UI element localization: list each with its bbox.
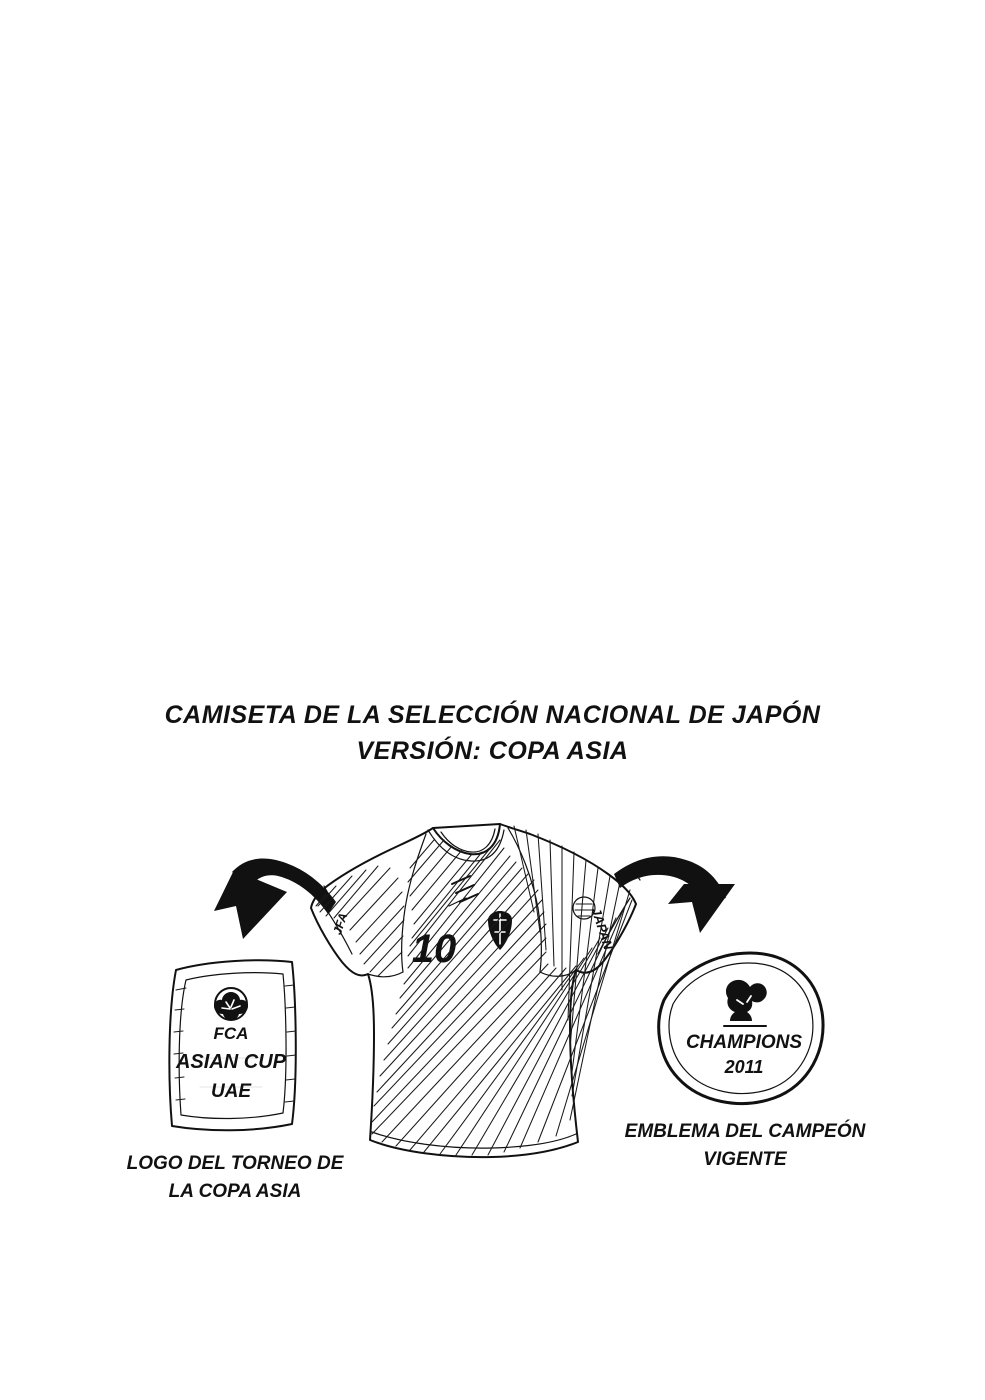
- sleeve-badge-left-label: JFA: [330, 911, 351, 937]
- champion-patch-line-1: CHAMPIONS: [685, 1032, 803, 1053]
- jersey-shading: [316, 826, 632, 1155]
- caption-right: EMBLEMA DEL CAMPEÓN VIGENTE: [624, 1121, 866, 1170]
- champion-patch-line-2: 2011: [724, 1057, 764, 1077]
- sleeve-text-label: JAPAN: [588, 905, 617, 952]
- curved-arrow-right-icon: [614, 856, 735, 933]
- jersey-number-text: 10: [411, 927, 457, 971]
- caption-left: LOGO DEL TORNEO DE LA COPA ASIA: [126, 1153, 344, 1202]
- jersey-number: [412, 927, 457, 971]
- curved-arrow-left-icon: [214, 859, 336, 940]
- page-title-line-1: CAMISETA DE LA SELECCIÓN NACIONAL DE JAPÓN: [164, 701, 821, 729]
- trophy-bird-icon: [724, 980, 767, 1026]
- tournament-patch-line-3: UAE: [210, 1081, 252, 1102]
- afc-flower-crest-icon: [214, 988, 248, 1020]
- japan-national-team-jersey: [311, 824, 636, 1157]
- jfa-crest-icon: [488, 911, 512, 950]
- page-title-line-2: VERSIÓN: COPA ASIA: [356, 737, 629, 766]
- champion-emblem-patch: [659, 953, 823, 1104]
- tournament-patch-line-1: FCA: [213, 1024, 249, 1043]
- tournament-logo-patch: [169, 960, 296, 1130]
- tournament-patch-line-2: ASIAN CUP: [175, 1051, 287, 1073]
